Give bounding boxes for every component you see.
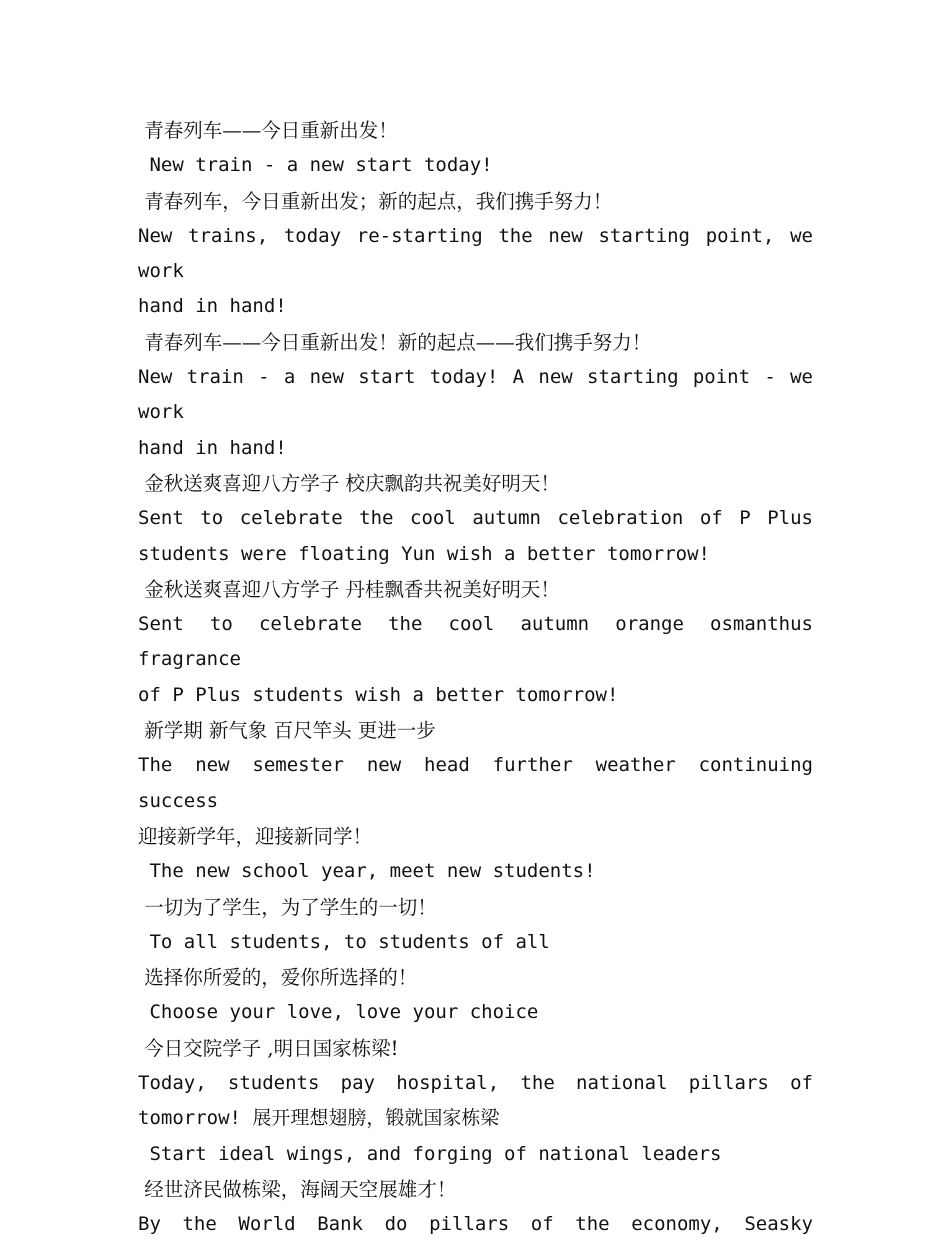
text-line: 金秋送爽喜迎八方学子 丹桂飘香共祝美好明天！ — [138, 577, 560, 601]
text-line: of P Plus students wish a better tomorrow! — [138, 683, 619, 706]
text-line: students were floating Yun wish a better tomorrow! — [138, 542, 710, 565]
text-line: 经世济民做栋梁，海阔天空展雄才！ — [138, 1177, 457, 1201]
text-line: By the World Bank do pillars of the economy, Seasky — [138, 1213, 813, 1236]
text-line: Sent to celebrate the cool autumn orange osmanthus fragrance — [138, 613, 813, 671]
text-line: 迎接新学年，迎接新同学！ — [138, 824, 373, 848]
text-line: 青春列车——今日重新出发！ — [138, 119, 398, 142]
text-line: tomorrow! 展开理想翅膀，锻就国家栋梁 — [138, 1107, 500, 1130]
text-line: hand in hand! — [138, 295, 287, 318]
text-line: New train - a new start today! — [138, 154, 493, 177]
text-line: 选择你所爱的，爱你所选择的！ — [138, 966, 418, 990]
text-line: 一切为了学生，为了学生的一切！ — [138, 895, 437, 919]
text-line: 今日交院学子 ,明日国家栋梁! — [138, 1036, 399, 1060]
text-line: Start ideal wings, and forging of national leaders — [138, 1142, 722, 1165]
text-line: 青春列车，今日重新出发；新的起点，我们携手努力！ — [138, 189, 613, 213]
text-line: The new school year, meet new students! — [138, 860, 596, 883]
text-line: 新学期 新气象 百尺竿头 更进一步 — [138, 719, 436, 743]
text-line: Sent to celebrate the cool autumn celebration of P Plus — [138, 507, 813, 530]
text-line: New trains, today re-starting the new starting point, we work — [138, 224, 813, 283]
text-line: Choose your love, love your choice — [138, 1001, 539, 1024]
text-line: To all students, to students of all — [138, 930, 550, 953]
text-line: hand in hand! — [138, 436, 287, 459]
text-line: 金秋送爽喜迎八方学子 校庆飘韵共祝美好明天！ — [138, 471, 560, 495]
document-body — [138, 113, 813, 1243]
text-line: 青春列车——今日重新出发！新的起点——我们携手努力！ — [138, 330, 652, 354]
text-line: Today, students pay hospital, the national pillars of — [138, 1072, 813, 1095]
text-line: New train - a new start today! A new starting point - we work — [138, 366, 813, 424]
text-line: The new semester new head further weather continuing success — [138, 754, 813, 812]
